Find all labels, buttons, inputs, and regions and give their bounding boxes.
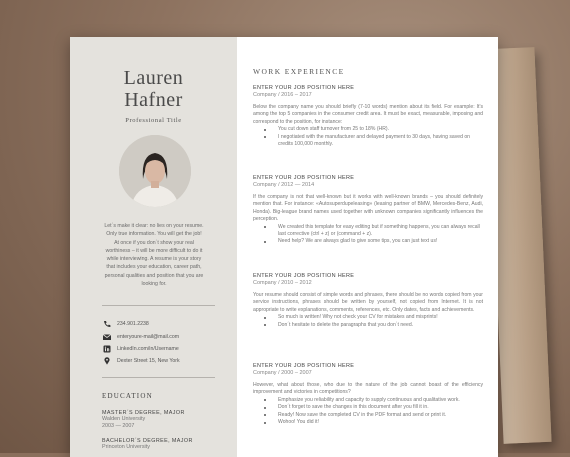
job-entry — [253, 273, 483, 329]
intro-text: Let´s make it clear: no lies on your resume. Only true information. You will get the job! At once if you don´t show your real worthiness – it will be more difficult to do it while interviewing. A resume is your story that includes your education, career path, personal qualities and position that you are looking for. — [104, 223, 204, 288]
job-company: Company / 2016 – 2017 — [253, 92, 312, 98]
divider — [102, 377, 215, 378]
job-bullets — [253, 397, 483, 427]
education-item — [102, 410, 227, 430]
education-heading: EDUCATION — [102, 392, 153, 400]
education-item — [102, 438, 227, 451]
job-bullet: Don´t hesitate to delete the paragraphs that you don´t need. — [275, 322, 483, 329]
education-degree: BACHELOR´S DEGREE, MAJOR — [102, 438, 193, 444]
job-company: Company / 2010 – 2012 — [253, 280, 312, 286]
job-description: However, what about those, who due to the nature of the job cannot boast of the efficiency improvement and victories in competitions? — [253, 382, 483, 396]
work-experience-heading: WORK EXPERIENCE — [253, 67, 345, 76]
job-entry — [253, 85, 483, 148]
job-bullets — [253, 126, 483, 148]
job-title: ENTER YOUR JOB POSITION HERE — [253, 363, 355, 369]
resume-page — [70, 37, 498, 457]
contact-phone — [102, 320, 222, 328]
contact-linkedin — [102, 345, 222, 353]
location-pin-icon — [102, 357, 112, 365]
resume-main — [253, 37, 483, 457]
resume-sidebar — [70, 37, 237, 457]
job-bullet: I negotiated with the manufacturer and delayed payment to 30 days, having saved on credits 100,000 monthly. — [275, 134, 483, 149]
job-bullet: Emphasize you reliability and capacity to supply continuous and qualitative work. — [275, 397, 483, 404]
job-title: ENTER YOUR JOB POSITION HERE — [253, 85, 355, 91]
job-bullet: Don´t forget to save the changes in this document after you fill it in. — [275, 404, 483, 411]
education-years: 2003 — 2007 — [102, 423, 135, 429]
linkedin-icon — [102, 345, 112, 353]
job-entry — [253, 175, 483, 246]
divider — [102, 305, 215, 306]
job-bullet: Wohoo! You did it! — [275, 419, 483, 426]
job-bullet: You cut down staff turnover from 25 to 18% (HR). — [275, 126, 483, 133]
envelope-icon — [102, 333, 112, 341]
professional-title: Professional Title — [125, 117, 182, 124]
address-text: Dexter Street 15, New York — [117, 358, 180, 364]
phone-icon — [102, 320, 112, 328]
job-description: Your resume should consist of simple words and phrases, there should be no words copied from your service instructions, phrases should be written by yourself, not copied from Internet. It is not appropriate to write explanations, comments, references, etc. Only dates, facts and achievements. — [253, 292, 483, 313]
job-bullet: So much is written! Why not check your CV for mistakes and misprints! — [275, 314, 483, 321]
last-name: Hafner — [124, 89, 183, 111]
profile-photo — [119, 135, 191, 207]
job-bullets — [253, 224, 483, 246]
education-degree: MASTER´S DEGREE, MAJOR — [102, 410, 185, 416]
education-school: Walden University — [102, 416, 146, 422]
email-text: enteryoure-mail@mail.com — [117, 334, 180, 340]
job-bullet: Ready! Now save the completed CV in the PDF format and send or print it. — [275, 412, 483, 419]
job-company: Company / 2000 – 2007 — [253, 370, 312, 376]
job-company: Company / 2012 — 2014 — [253, 182, 315, 188]
first-name: Lauren — [123, 67, 184, 89]
contact-address — [102, 357, 222, 365]
job-description: Below the company name you should briefly (7-10 words) mention about its field. For example: It's among the top 5 companies in the consumer credit area. It must be exact, measurable, imposing and correspond to the position, for instance: — [253, 104, 483, 125]
job-title: ENTER YOUR JOB POSITION HERE — [253, 273, 355, 279]
job-title: ENTER YOUR JOB POSITION HERE — [253, 175, 355, 181]
contact-email — [102, 333, 222, 341]
job-entry — [253, 363, 483, 426]
job-bullet: We created this template for easy editing but if something happens, you can always recall last corrective (ctrl + z) or (command + z). — [275, 224, 483, 239]
education-school: Princeton University — [102, 444, 150, 450]
job-description: If the company is not that well-known but it works with well-known brands – you should definitely mention that. For instance: «Autosuperdupeleasing» (leasing partner of BMW, Mercedes-Benz, Audi, Honda). Big-league brand names used together with unknown companies significantly influences the perception. — [253, 194, 483, 223]
job-bullets — [253, 314, 483, 329]
linkedin-text: LinkedIn.com/in/Username — [117, 346, 179, 352]
job-bullet: Need help? We are always glad to give some tips, you can just text us! — [275, 238, 483, 245]
phone-text: 234.901.2238 — [117, 321, 149, 327]
